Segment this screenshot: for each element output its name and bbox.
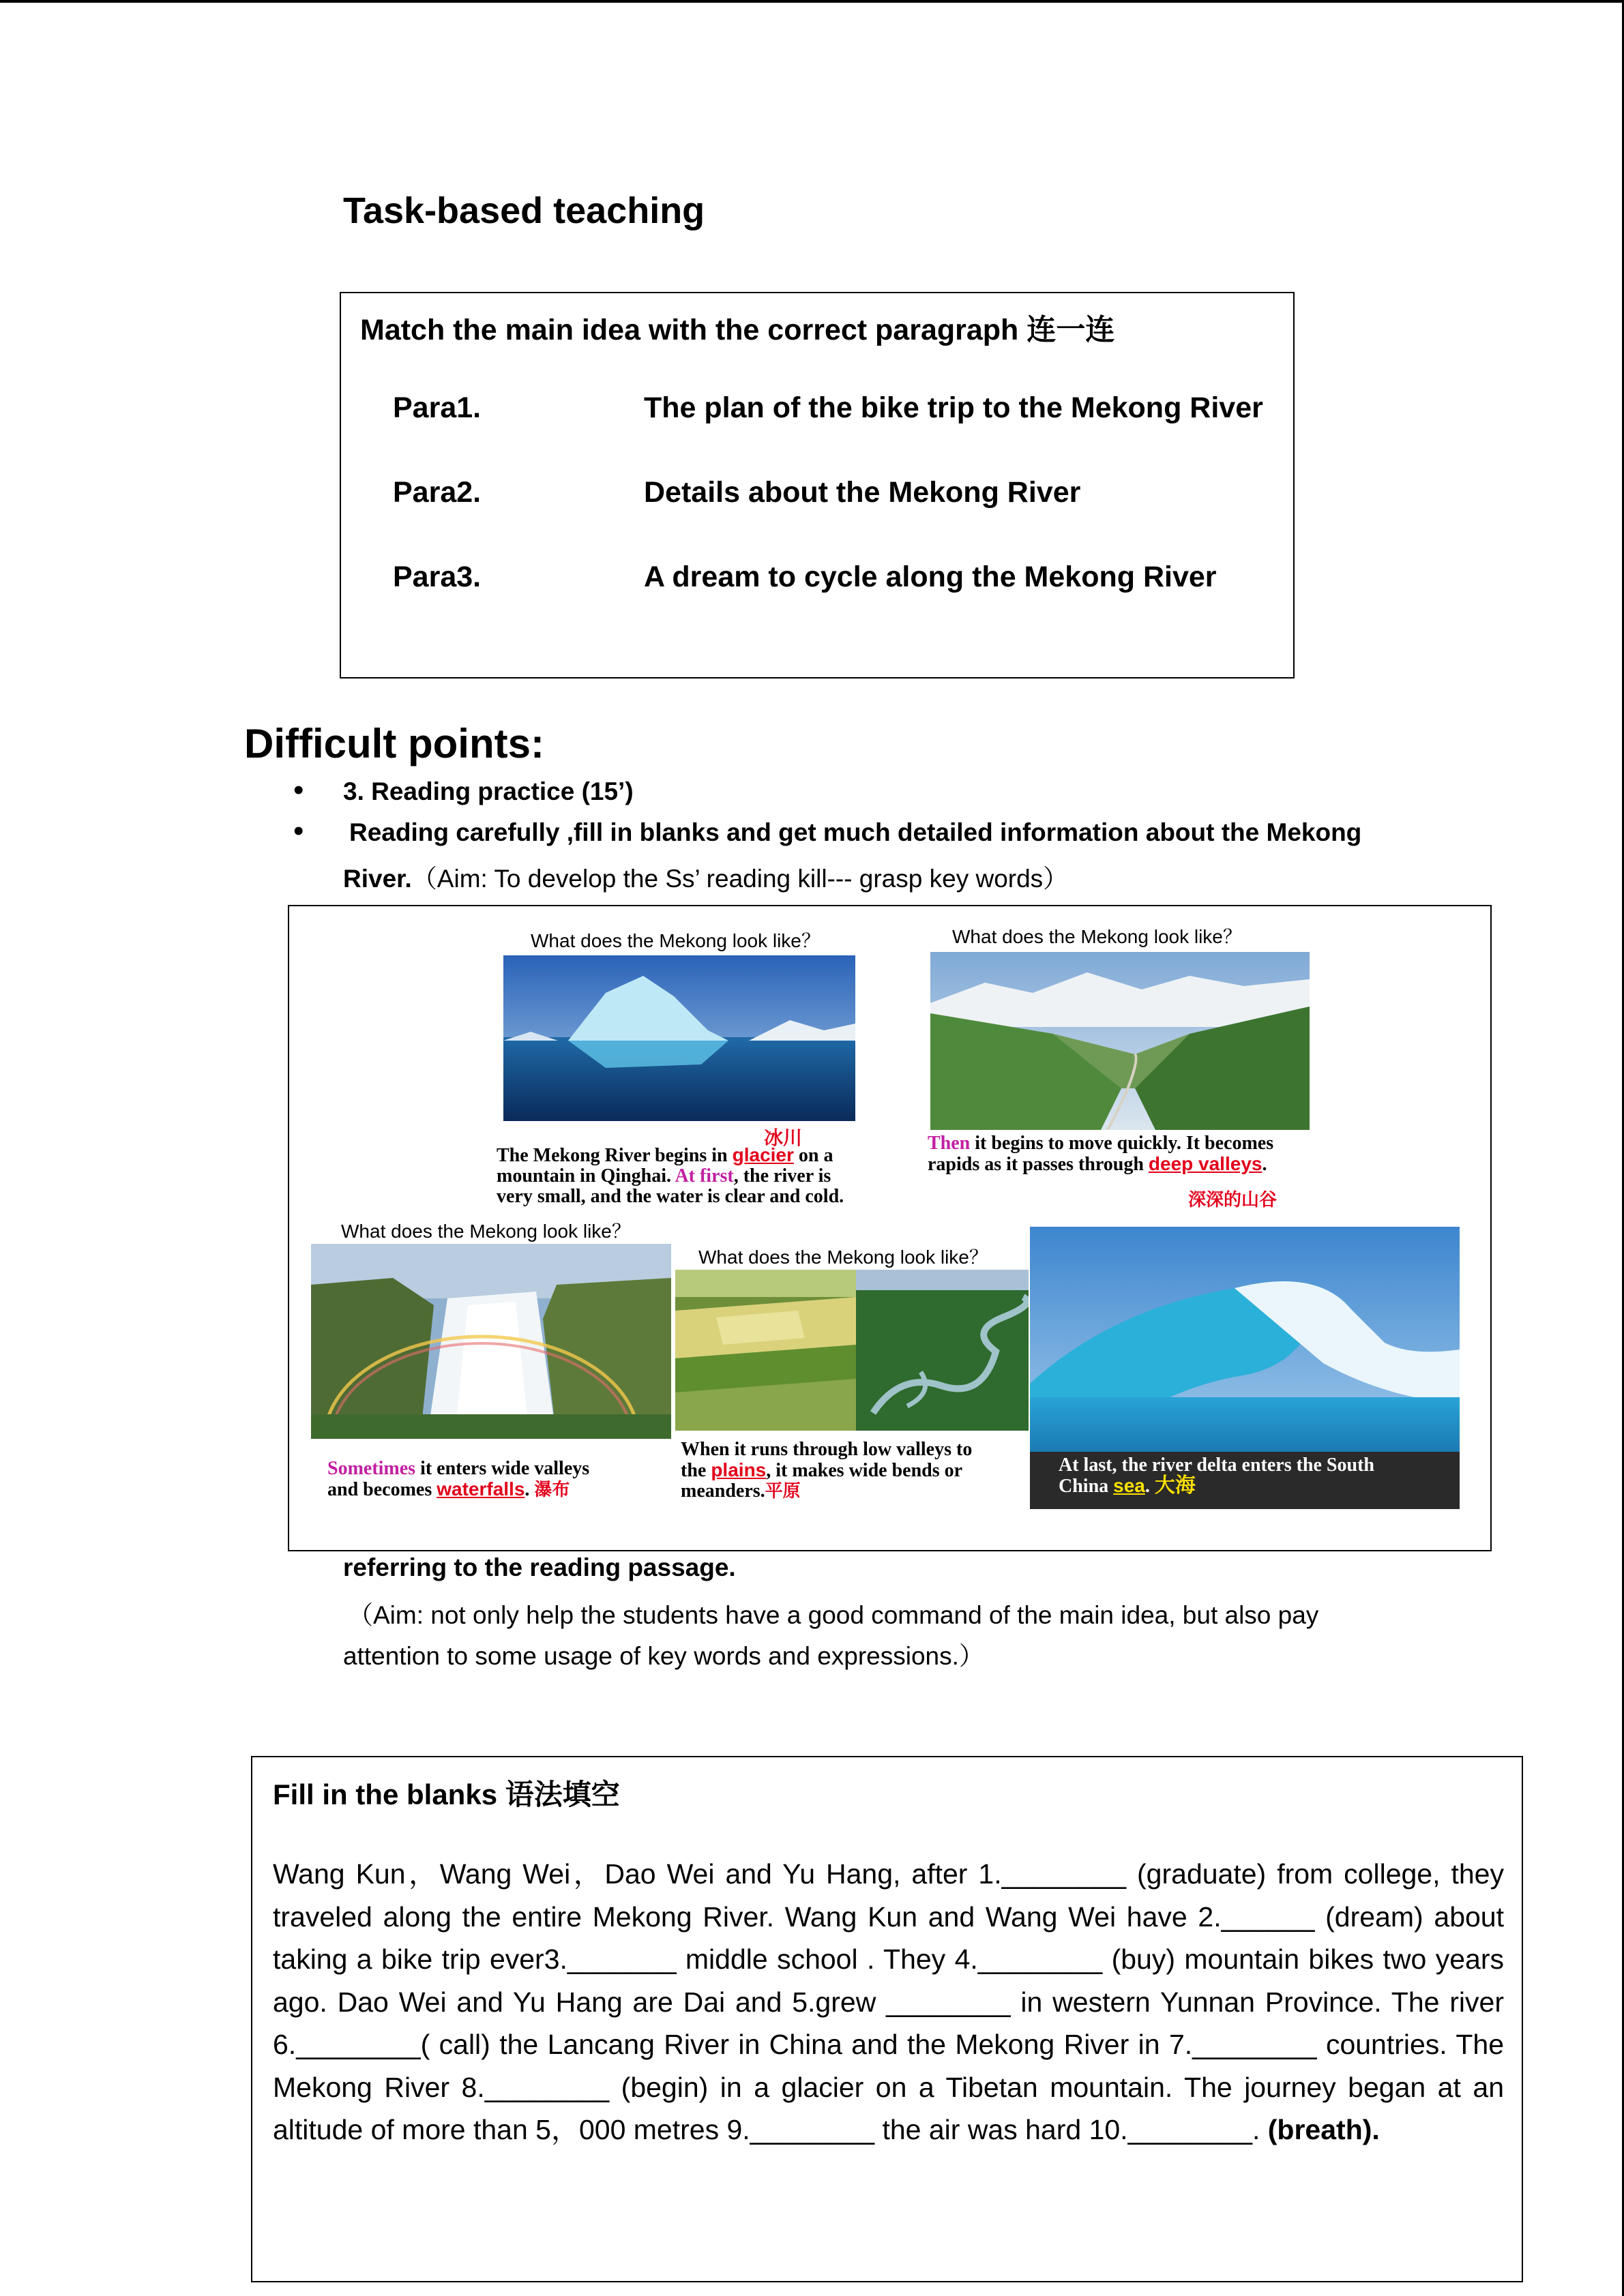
aim-line-cont: attention to some usage of key words and expressions.） [343,1642,984,1670]
panel3-zh: 瀑布 [534,1480,570,1500]
panel5-zh: 大海 [1154,1474,1196,1497]
passage-text: Wang Kun，Wang Wei，Dao Wei and Yu Hang, after 1.________ (graduate) from college, they traveled along the entire Mekong River. Wang Kun and Wang Wei have 2.______ (dream) about taking a bike trip ever3._______ middle school . They 4.________ (buy) mountain bikes two years ago. Dao Wei and Yu Hang are Dai and 5.grew ________ in western Yunnan Province. The river 6.________( call) the Lancang River in China and the Mekong River in 7.________ countries. The Mekong River 8.________ (begin) in a glacier on a Tibetan mountain. The journey began at an altitude of more than 5，000 metres 9.________ the air was hard 10.________. [273,1858,1504,2145]
bullet-dot: • [293,773,304,807]
bullet-reading-carefully: Reading carefully ,fill in blanks and get much detailed information about the Mekong [349,818,1362,846]
answer-plains: plains [711,1459,767,1480]
bullet-dot: • [293,814,304,848]
mekong-figure [288,905,1492,1551]
bullet-reading-carefully-cont [343,858,1068,895]
river-word: River. [343,865,412,893]
para2-text: Details about the Mekong River [644,476,1081,509]
section-heading-difficult: Difficult points: [244,721,544,766]
panel1-zh: 冰川 [764,1127,803,1149]
fill-blanks-title: Fill in the blanks 语法填空 [273,1778,620,1810]
para3-label: Para3. [393,561,482,593]
answer-deep-valleys: deep valleys [1148,1153,1263,1174]
para3-text: A dream to cycle along the Mekong River [644,561,1217,593]
panel2-question: What does the Mekong look like？ [952,926,1242,947]
reference-line: referring to the reading passage. [343,1553,736,1581]
answer-sea: sea [1113,1475,1145,1496]
answer-waterfalls: waterfalls [437,1478,525,1500]
answer-glacier: glacier [732,1144,794,1165]
panel5-caption: At last, the river delta enters the South China sea. 大海 [1059,1455,1374,1497]
panel2-caption: Then it begins to move quickly. It becomes rapids as it passes through deep valleys. [928,1133,1274,1175]
para1-text: The plan of the bike trip to the Mekong River [644,391,1263,424]
passage-tail: (breath). [1267,2114,1380,2145]
top-border [0,0,1624,3]
panel4-caption: When it runs through low valleys to the plains, it makes wide bends or meanders.平原 [681,1439,973,1502]
panel2-zh: 深深的山谷 [1188,1190,1278,1210]
panel1-caption: The Mekong River begins in glacier on a mountain in Qinghai. At first, the river is very small, and the water is clear and cold. [497,1144,844,1207]
bullet-reading-practice: 3. Reading practice (15’) [343,777,634,805]
valley-image [930,952,1310,1130]
match-box [340,292,1295,679]
para2-label: Para2. [393,476,482,509]
section-heading-task: Task-based teaching [343,190,705,231]
aim-text: （Aim: To develop the Ss’ reading kill--- grasp key words） [411,865,1069,893]
panel3-caption: Sometimes it enters wide valleys and becomes waterfalls. 瀑布 [327,1458,590,1500]
match-box-title: Match the main idea with the correct paragraph 连一连 [360,314,1115,346]
panel4-question: What does the Mekong look like？ [698,1247,988,1268]
para1-label: Para1. [393,391,482,424]
glacier-image [503,955,855,1121]
panel3-question: What does the Mekong look like？ [341,1221,631,1242]
fill-blanks-passage [273,1853,1504,2151]
fill-blanks-box [251,1756,1523,2282]
panel4-zh: 平原 [765,1481,801,1502]
waterfall-image [311,1244,671,1439]
aim-line: （Aim: not only help the students have a good command of the main idea, but also pay [348,1601,1319,1629]
plains-image [675,1270,1029,1431]
panel1-question: What does the Mekong look like？ [531,930,821,951]
